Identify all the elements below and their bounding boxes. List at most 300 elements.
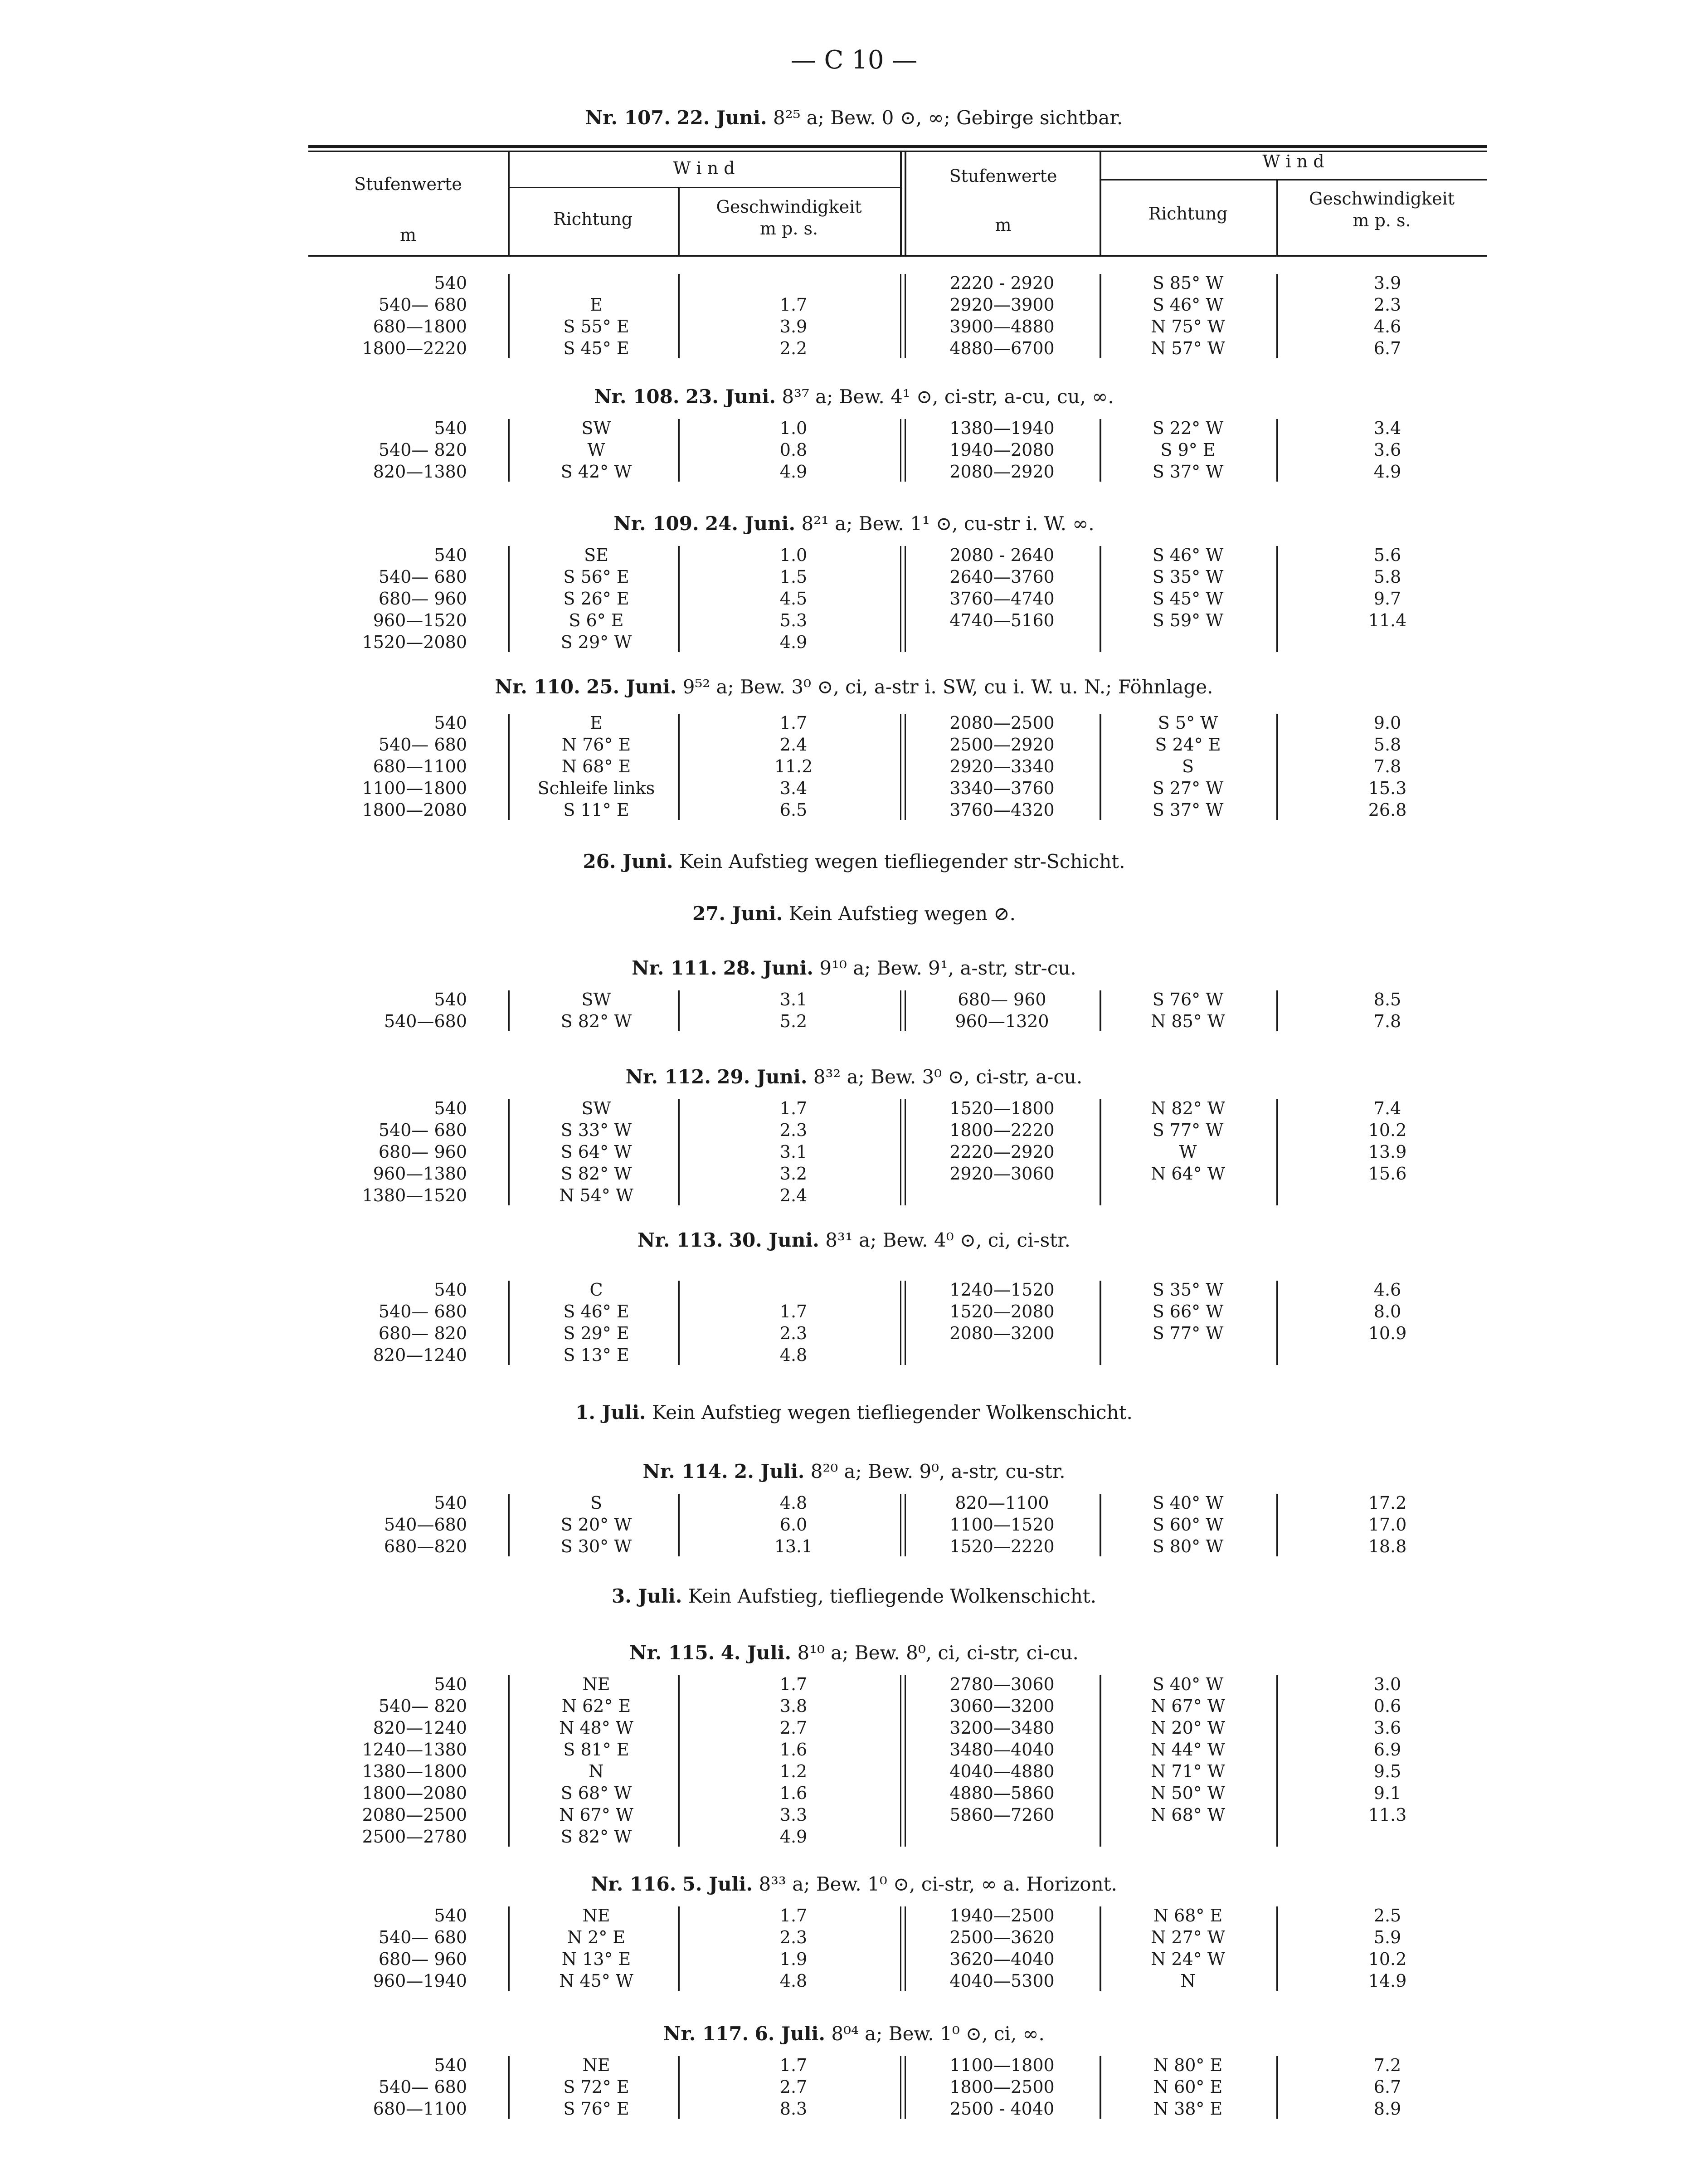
stufenwert-right: 3760—4740 [949, 589, 1055, 609]
stufenwert-right: 1240—1520 [949, 1280, 1055, 1300]
block-column-rule [1276, 274, 1278, 358]
richtung-left: S 29° E [563, 1323, 629, 1343]
geschwindigkeit-left: 2.4 [779, 1185, 808, 1205]
header-geschwindigkeit-left: Geschwindigkeit [716, 197, 862, 217]
stufenwert-left: 540 [434, 1280, 467, 1300]
stufenwert-left: 1240—1380 [362, 1740, 467, 1760]
stufenwert-left: 1380—1800 [362, 1761, 467, 1781]
richtung-right: N [1180, 1971, 1196, 1991]
geschwindigkeit-right: 13.9 [1368, 1142, 1407, 1162]
stufenwert-right: 2920—3340 [949, 756, 1055, 776]
richtung-right: S 9° E [1160, 440, 1216, 460]
stufenwert-right: 2500—2920 [949, 735, 1055, 755]
block-column-rule [508, 1675, 510, 1847]
stufenwert-left: 1800—2080 [362, 800, 467, 820]
richtung-right: S 60° W [1152, 1515, 1224, 1535]
block-column-rule [678, 546, 680, 652]
note-text: Kein Aufstieg wegen tiefliegender Wolkenschicht. [652, 1401, 1133, 1424]
richtung-right: N 57° W [1151, 338, 1225, 358]
block-double-rule-a [900, 419, 901, 482]
stufenwert-right: 1940—2080 [949, 440, 1055, 460]
ascent-date: 25. Juni. [586, 676, 677, 698]
ascent-date: 4. Juli. [720, 1642, 792, 1664]
geschwindigkeit-right: 7.2 [1373, 2055, 1401, 2075]
richtung-right: N 82° W [1151, 1098, 1225, 1118]
richtung-right: N 85° W [1151, 1011, 1225, 1031]
stufenwert-left: 820—1240 [373, 1718, 467, 1738]
stufenwert-right: 1520—2080 [949, 1302, 1055, 1321]
ascent-info: 8¹⁰ a; Bew. 8⁰, ci, ci-str, ci-cu. [797, 1642, 1079, 1664]
richtung-left: SE [584, 545, 608, 565]
block-double-rule-a [900, 1675, 901, 1847]
wind-right-underline [1100, 179, 1487, 180]
block-double-rule-a [900, 274, 901, 358]
geschwindigkeit-right: 7.8 [1373, 756, 1401, 776]
stufenwert-right: 3760—4320 [949, 800, 1055, 820]
richtung-right: S 76° W [1152, 990, 1224, 1009]
note-text: Kein Aufstieg, tiefliegende Wolkenschicht. [688, 1585, 1097, 1607]
block-double-rule-b [905, 1281, 906, 1365]
geschwindigkeit-left: 1.7 [779, 2055, 808, 2075]
note-date: 27. Juni. [692, 902, 783, 925]
stufenwert-right: 2500—3620 [949, 1927, 1055, 1947]
stufenwert-right: 2080—2500 [949, 713, 1055, 733]
note-jul3 [0, 1585, 1708, 1607]
geschwindigkeit-left: 5.2 [779, 1011, 808, 1031]
ascent-number: Nr. 116. [591, 1873, 676, 1895]
stufenwert-left: 540 [434, 1493, 467, 1513]
stufenwert-right: 4880—6700 [949, 338, 1055, 358]
block-column-rule [1100, 990, 1101, 1031]
block-column-rule [1100, 419, 1101, 482]
ascent-date: 22. Juni. [676, 107, 767, 129]
stufenwert-left: 1100—1800 [362, 778, 467, 798]
block-column-rule [508, 1494, 510, 1556]
stufenwert-left: 540— 820 [378, 440, 467, 460]
ascent-title [0, 512, 1708, 535]
richtung-left: S 26° E [563, 589, 629, 609]
header-geschwindigkeit-right: Geschwindigkeit [1309, 189, 1455, 209]
geschwindigkeit-left: 2.2 [779, 338, 808, 358]
block-double-rule-a [900, 2056, 901, 2119]
richtung-left: S 76° E [563, 2099, 629, 2119]
block-column-rule [508, 274, 510, 358]
stufenwert-left: 540— 680 [378, 1302, 467, 1321]
block-double-rule-b [905, 1494, 906, 1556]
geschwindigkeit-left: 3.2 [779, 1164, 808, 1184]
ascent-number: Nr. 109. [613, 512, 699, 535]
geschwindigkeit-right: 15.3 [1368, 778, 1407, 798]
ascent-info: 9⁵² a; Bew. 3⁰ ⊙, ci, a-str i. SW, cu i. W. u. N.; Föhnlage. [682, 676, 1213, 698]
richtung-right: S 40° W [1152, 1674, 1224, 1694]
block-column-rule [508, 1906, 510, 1991]
richtung-left: E [590, 713, 603, 733]
ascent-date: 5. Juli. [682, 1873, 753, 1895]
richtung-left: S 82° W [560, 1011, 632, 1031]
block-column-rule [678, 1099, 680, 1205]
geschwindigkeit-right: 5.8 [1373, 567, 1401, 587]
geschwindigkeit-left: 3.4 [779, 778, 808, 798]
block-column-rule [1100, 1281, 1101, 1365]
ascent-info: 8³² a; Bew. 3⁰ ⊙, ci-str, a-cu. [813, 1066, 1083, 1088]
stufenwert-right: 1800—2220 [949, 1120, 1055, 1140]
note-jun26 [0, 850, 1708, 873]
ascent-number: Nr. 110. [495, 676, 580, 698]
stufenwert-right: 2780—3060 [949, 1674, 1055, 1694]
geschwindigkeit-left: 3.1 [779, 990, 808, 1009]
ascent-info: 9¹⁰ a; Bew. 9¹, a-str, str-cu. [819, 957, 1076, 979]
richtung-left: S 56° E [563, 567, 629, 587]
ascent-date: 30. Juni. [729, 1229, 819, 1251]
geschwindigkeit-right: 8.0 [1373, 1302, 1401, 1321]
ascent-info: 8²¹ a; Bew. 1¹ ⊙, cu-str i. W. ∞. [801, 512, 1095, 535]
richtung-left: N 48° W [559, 1718, 633, 1738]
geschwindigkeit-right: 3.6 [1373, 1718, 1401, 1738]
ascent-date: 29. Juni. [717, 1066, 808, 1088]
note-text: Kein Aufstieg wegen tiefliegender str-Schicht. [679, 850, 1125, 873]
geschwindigkeit-left: 1.7 [779, 1098, 808, 1118]
block-column-rule [1100, 714, 1101, 820]
ascent-date: 23. Juni. [685, 385, 776, 408]
stufenwert-right: 2220—2920 [949, 1142, 1055, 1162]
geschwindigkeit-left: 1.7 [779, 1302, 808, 1321]
block-column-rule [678, 1281, 680, 1365]
stufenwert-left: 540—680 [384, 1011, 467, 1031]
geschwindigkeit-right: 6.9 [1373, 1740, 1401, 1760]
note-date: 26. Juni. [583, 850, 673, 873]
header-wind-right: W i n d [1262, 151, 1324, 171]
ascent-title [0, 1229, 1708, 1251]
block-double-rule-a [900, 990, 901, 1031]
richtung-left: NE [582, 1674, 610, 1694]
geschwindigkeit-left: 3.3 [779, 1805, 808, 1825]
stufenwert-right: 3620—4040 [949, 1949, 1055, 1969]
stufenwert-right: 2920—3900 [949, 295, 1055, 315]
block-double-rule-a [900, 1494, 901, 1556]
richtung-left: S 20° W [560, 1515, 632, 1535]
geschwindigkeit-left: 1.2 [779, 1761, 808, 1781]
geschwindigkeit-right: 9.5 [1373, 1761, 1401, 1781]
ascent-date: 2. Juli. [734, 1460, 805, 1482]
geschwindigkeit-left: 4.9 [779, 462, 808, 482]
block-column-rule [1100, 1494, 1101, 1556]
stufenwert-left: 540 [434, 1906, 467, 1926]
richtung-right: N 67° W [1151, 1696, 1225, 1716]
stufenwert-right: 1520—1800 [949, 1098, 1055, 1118]
block-double-rule-b [905, 714, 906, 820]
richtung-right: S 77° W [1152, 1120, 1224, 1140]
ascent-number: Nr. 114. [642, 1460, 728, 1482]
block-double-rule-b [905, 990, 906, 1031]
block-double-rule-b [905, 419, 906, 482]
stufenwert-right: 2500 - 4040 [949, 2099, 1055, 2119]
stufenwert-left: 540— 680 [378, 567, 467, 587]
geschwindigkeit-right: 11.4 [1368, 610, 1407, 630]
stufenwert-left: 960—1380 [373, 1164, 467, 1184]
geschwindigkeit-left: 1.7 [779, 295, 808, 315]
header-richtung-right: Richtung [1148, 204, 1228, 224]
geschwindigkeit-right: 11.3 [1368, 1805, 1407, 1825]
richtung-left: S 33° W [560, 1120, 632, 1140]
stufenwert-right: 3060—3200 [949, 1696, 1055, 1716]
header-top-rule [308, 145, 1487, 148]
geschwindigkeit-right: 26.8 [1368, 800, 1407, 820]
stufenwert-right: 680— 960 [958, 990, 1046, 1009]
note-date: 1. Juli. [575, 1401, 646, 1424]
block-double-rule-a [900, 1281, 901, 1365]
stufenwert-right: 3200—3480 [949, 1718, 1055, 1738]
geschwindigkeit-right: 2.5 [1373, 1906, 1401, 1926]
stufenwert-right: 4040—4880 [949, 1761, 1055, 1781]
stufenwert-left: 680—1100 [373, 756, 467, 776]
block-column-rule [508, 990, 510, 1031]
richtung-right: S 80° W [1152, 1536, 1224, 1556]
stufenwert-right: 1380—1940 [949, 418, 1055, 438]
richtung-right: S 85° W [1152, 273, 1224, 293]
richtung-left: N 13° E [561, 1949, 631, 1969]
richtung-right: S 35° W [1152, 1280, 1224, 1300]
ascent-number: Nr. 113. [637, 1229, 723, 1251]
richtung-left: S 64° W [560, 1142, 632, 1162]
geschwindigkeit-right: 9.7 [1373, 589, 1401, 609]
geschwindigkeit-right: 2.3 [1373, 295, 1401, 315]
ascent-title [0, 1066, 1708, 1088]
ascent-info: 8³⁷ a; Bew. 4¹ ⊙, ci-str, a-cu, cu, ∞. [782, 385, 1114, 408]
header-stufenwerte-left: Stufenwerte [354, 174, 462, 194]
ascent-date: 24. Juni. [705, 512, 796, 535]
ascent-info: 8³³ a; Bew. 1⁰ ⊙, ci-str, ∞ a. Horizont. [759, 1873, 1117, 1895]
stufenwert-left: 680—1800 [373, 317, 467, 336]
block-column-rule [1276, 546, 1278, 652]
richtung-right: N 68° W [1151, 1805, 1225, 1825]
richtung-left: N [589, 1761, 604, 1781]
stufenwert-right: 3340—3760 [949, 778, 1055, 798]
stufenwert-left: 820—1240 [373, 1345, 467, 1365]
richtung-left: NE [582, 1906, 610, 1926]
block-column-rule [1276, 1675, 1278, 1847]
richtung-left: SW [581, 1098, 611, 1118]
geschwindigkeit-right: 17.2 [1368, 1493, 1407, 1513]
richtung-right: S 77° W [1152, 1323, 1224, 1343]
geschwindigkeit-left: 2.3 [779, 1120, 808, 1140]
header-mps-left: m p. s. [759, 219, 818, 239]
header-unit-left: m [399, 225, 417, 245]
richtung-left: S 82° W [560, 1827, 632, 1847]
block-column-rule [678, 2056, 680, 2119]
stufenwert-left: 1520—2080 [362, 632, 467, 652]
geschwindigkeit-right: 15.6 [1368, 1164, 1407, 1184]
richtung-left: N 54° W [559, 1185, 633, 1205]
geschwindigkeit-right: 4.6 [1373, 1280, 1401, 1300]
stufenwert-left: 540 [434, 1674, 467, 1694]
richtung-right: S 37° W [1152, 462, 1224, 482]
geschwindigkeit-right: 10.2 [1368, 1949, 1407, 1969]
block-column-rule [678, 1494, 680, 1556]
richtung-right: N 60° E [1153, 2077, 1223, 2097]
block-column-rule [1276, 1281, 1278, 1365]
stufenwert-right: 1940—2500 [949, 1906, 1055, 1926]
ascent-title [0, 2023, 1708, 2045]
richtung-right: N 71° W [1151, 1761, 1225, 1781]
block-double-rule-a [900, 1906, 901, 1991]
richtung-left: SW [581, 418, 611, 438]
ascent-date: 6. Juli. [754, 2023, 826, 2045]
stufenwert-right: 4880—5860 [949, 1783, 1055, 1803]
richtung-left: S 6° E [569, 610, 624, 630]
note-text: Kein Aufstieg wegen ⊘. [788, 902, 1016, 925]
block-column-rule [1100, 1099, 1101, 1205]
stufenwert-right: 2080—2920 [949, 462, 1055, 482]
stufenwert-left: 1380—1520 [362, 1185, 467, 1205]
geschwindigkeit-left: 1.6 [779, 1783, 808, 1803]
geschwindigkeit-left: 8.3 [779, 2099, 808, 2119]
richtung-right: S 35° W [1152, 567, 1224, 587]
block-column-rule [1100, 2056, 1101, 2119]
ascent-info: 8⁰⁴ a; Bew. 1⁰ ⊙, ci, ∞. [831, 2023, 1045, 2045]
block-column-rule [1100, 546, 1101, 652]
geschwindigkeit-right: 3.6 [1373, 440, 1401, 460]
geschwindigkeit-right: 10.2 [1368, 1120, 1407, 1140]
stufenwert-left: 2080—2500 [362, 1805, 467, 1825]
geschwindigkeit-right: 3.9 [1373, 273, 1401, 293]
stufenwert-left: 540— 680 [378, 295, 467, 315]
block-column-rule [508, 1281, 510, 1365]
block-double-rule-b [905, 1099, 906, 1205]
block-column-rule [508, 546, 510, 652]
richtung-right: S 22° W [1152, 418, 1224, 438]
geschwindigkeit-right: 6.7 [1373, 338, 1401, 358]
geschwindigkeit-left: 2.7 [779, 1718, 808, 1738]
header-bottom-rule [308, 255, 1487, 257]
geschwindigkeit-left: 1.7 [779, 1674, 808, 1694]
stufenwert-left: 680—820 [384, 1536, 467, 1556]
block-double-rule-b [905, 546, 906, 652]
stufenwert-left: 680— 960 [378, 589, 467, 609]
geschwindigkeit-left: 2.3 [779, 1323, 808, 1343]
richtung-left: N 62° E [561, 1696, 631, 1716]
stufenwert-right: 3900—4880 [949, 317, 1055, 336]
stufenwert-right: 3480—4040 [949, 1740, 1055, 1760]
note-jun27 [0, 902, 1708, 925]
stufenwert-right: 820—1100 [955, 1493, 1049, 1513]
geschwindigkeit-left: 1.5 [779, 567, 808, 587]
geschwindigkeit-right: 17.0 [1368, 1515, 1407, 1535]
geschwindigkeit-right: 5.8 [1373, 735, 1401, 755]
geschwindigkeit-right: 14.9 [1368, 1971, 1407, 1991]
richtung-left: S 81° E [563, 1740, 629, 1760]
geschwindigkeit-right: 7.8 [1373, 1011, 1401, 1031]
richtung-left: NE [582, 2055, 610, 2075]
richtung-right: W [1179, 1142, 1197, 1162]
header-stufenwerte-right: Stufenwerte [949, 166, 1057, 186]
richtung-left: SW [581, 990, 611, 1009]
block-column-rule [1276, 1494, 1278, 1556]
geschwindigkeit-left: 3.9 [779, 317, 808, 336]
stufenwert-left: 540—680 [384, 1515, 467, 1535]
geschwindigkeit-right: 4.6 [1373, 317, 1401, 336]
stufenwert-right: 4040—5300 [949, 1971, 1055, 1991]
stufenwert-right: 2640—3760 [949, 567, 1055, 587]
stufenwert-right: 2920—3060 [949, 1164, 1055, 1184]
geschwindigkeit-left: 4.8 [779, 1971, 808, 1991]
geschwindigkeit-left: 2.7 [779, 2077, 808, 2097]
ascent-number: Nr. 117. [663, 2023, 749, 2045]
geschwindigkeit-left: 3.8 [779, 1696, 808, 1716]
stufenwert-right: 2080—3200 [949, 1323, 1055, 1343]
richtung-left: N 76° E [561, 735, 631, 755]
stufenwert-right: 1800—2500 [949, 2077, 1055, 2097]
header-richtung-left: Richtung [553, 209, 633, 229]
ascent-title [0, 1460, 1708, 1482]
richtung-left: S 45° E [563, 338, 629, 358]
stufenwert-right: 1100—1800 [949, 2055, 1055, 2075]
wind-left-underline [508, 187, 900, 188]
block-column-rule [678, 1675, 680, 1847]
geschwindigkeit-right: 5.9 [1373, 1927, 1401, 1947]
block-column-rule [508, 1099, 510, 1205]
richtung-right: S 37° W [1152, 800, 1224, 820]
richtung-left: S 30° W [560, 1536, 632, 1556]
richtung-right: S 46° W [1152, 295, 1224, 315]
richtung-left: S 55° E [563, 317, 629, 336]
geschwindigkeit-left: 1.7 [779, 713, 808, 733]
richtung-right: S 45° W [1152, 589, 1224, 609]
geschwindigkeit-left: 4.5 [779, 589, 808, 609]
geschwindigkeit-right: 7.4 [1373, 1098, 1401, 1118]
block-double-rule-a [900, 1099, 901, 1205]
geschwindigkeit-right: 8.5 [1373, 990, 1401, 1009]
richtung-right: S 27° W [1152, 778, 1224, 798]
header-mps-right: m p. s. [1353, 210, 1411, 230]
richtung-right: S 24° E [1155, 735, 1221, 755]
geschwindigkeit-left: 0.8 [779, 440, 808, 460]
stufenwert-left: 680— 960 [378, 1142, 467, 1162]
stufenwert-left: 540— 680 [378, 2077, 467, 2097]
richtung-right: N 24° W [1151, 1949, 1225, 1969]
stufenwert-left: 680—1100 [373, 2099, 467, 2119]
stufenwert-right: 5860—7260 [949, 1805, 1055, 1825]
richtung-right: N 20° W [1151, 1718, 1225, 1738]
geschwindigkeit-right: 3.4 [1373, 418, 1401, 438]
geschwindigkeit-right: 9.0 [1373, 713, 1401, 733]
geschwindigkeit-right: 4.9 [1373, 462, 1401, 482]
block-column-rule [678, 714, 680, 820]
richtung-right: N 68° E [1153, 1906, 1223, 1926]
block-column-rule [1276, 990, 1278, 1031]
header-column-rule [900, 152, 902, 255]
geschwindigkeit-left: 3.1 [779, 1142, 808, 1162]
stufenwert-left: 680— 960 [378, 1949, 467, 1969]
stufenwert-right: 4740—5160 [949, 610, 1055, 630]
richtung-right: N 27° W [1151, 1927, 1225, 1947]
stufenwert-left: 2500—2780 [362, 1827, 467, 1847]
richtung-left: S 82° W [560, 1164, 632, 1184]
stufenwert-right: 1520—2220 [949, 1536, 1055, 1556]
richtung-left: S [590, 1493, 603, 1513]
richtung-left: N 45° W [559, 1971, 633, 1991]
block-column-rule [1276, 1099, 1278, 1205]
geschwindigkeit-right: 8.9 [1373, 2099, 1401, 2119]
geschwindigkeit-left: 1.9 [779, 1949, 808, 1969]
block-column-rule [1100, 1675, 1101, 1847]
geschwindigkeit-right: 3.0 [1373, 1674, 1401, 1694]
stufenwert-right: 2220 - 2920 [949, 273, 1055, 293]
block-column-rule [1276, 2056, 1278, 2119]
block-double-rule-a [900, 714, 901, 820]
stufenwert-left: 960—1940 [373, 1971, 467, 1991]
block-column-rule [678, 419, 680, 482]
stufenwert-left: 680— 820 [378, 1323, 467, 1343]
